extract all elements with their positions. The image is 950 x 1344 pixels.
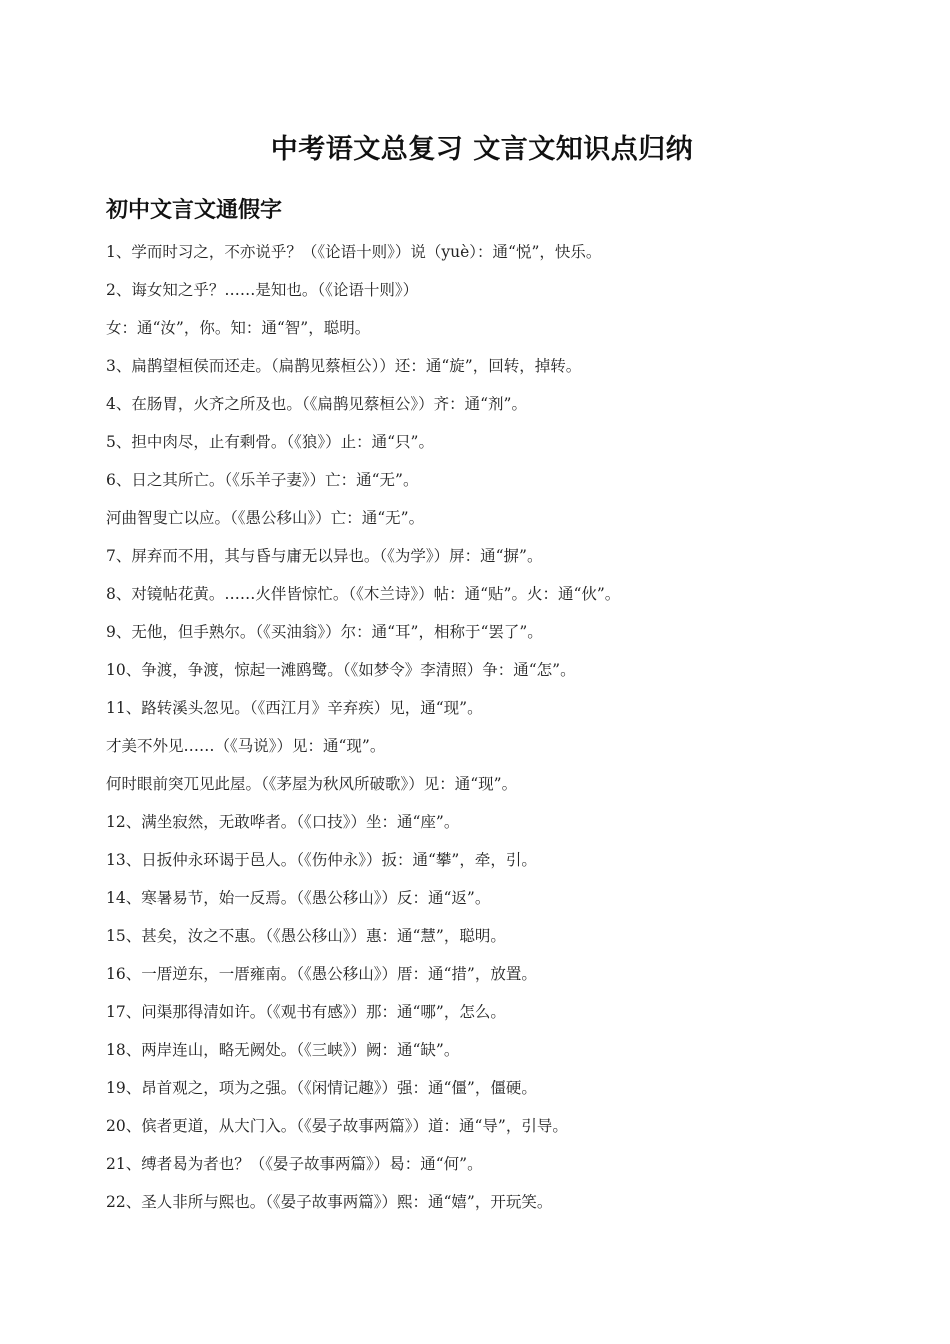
content-lines: [106, 233, 906, 1221]
content-line: 才美不外见……（《马说》）见：通“现”。: [106, 737, 386, 755]
content-line: 8、对镜帖花黄。……火伴皆惊忙。（《木兰诗》）帖：通“贴”。火：通“伙”。: [106, 585, 621, 603]
content-line: 何时眼前突兀见此屋。（《茅屋为秋风所破歌》）见：通“现”。: [106, 775, 518, 793]
content-line: 12、满坐寂然，无敢哗者。（《口技》）坐：通“座”。: [106, 813, 460, 831]
content-line: 5、担中肉尽，止有剩骨。（《狼》）止：通“只”。: [106, 433, 434, 451]
content-line: 21、缚者曷为者也？（《晏子故事两篇》）曷：通“何”。: [106, 1155, 483, 1173]
content-line: 17、问渠那得清如许。（《观书有感》）那：通“哪”，怎么。: [106, 1003, 506, 1021]
document-title: 中考语文总复习 文言文知识点归纳: [270, 134, 694, 165]
content-line: 10、争渡，争渡，惊起一滩鸥鹭。（《如梦令》李清照）争：通“怎”。: [106, 661, 576, 679]
content-line: 7、屏弃而不用，其与昏与庸无以异也。（《为学》）屏：通“摒”。: [106, 547, 543, 565]
content-line: 6、日之其所亡。（《乐羊子妻》）亡：通“无”。: [106, 471, 419, 489]
content-line: 11、路转溪头忽见。（《西江月》辛弃疾）见，通“现”。: [106, 699, 483, 717]
content-line: 16、一厝逆东，一厝雍南。（《愚公移山》）厝：通“措”，放置。: [106, 965, 537, 983]
content-line: 河曲智叟亡以应。（《愚公移山》）亡：通“无”。: [106, 509, 425, 527]
content-line: 19、昂首观之，项为之强。（《闲情记趣》）强：通“僵”，僵硬。: [106, 1079, 537, 1097]
content-line: 13、日扳仲永环谒于邑人。（《伤仲永》）扳：通“攀”，牵，引。: [106, 851, 537, 869]
content-line: 女：通“汝”，你。知：通“智”，聪明。: [106, 319, 371, 337]
section-heading: 初中文言文通假字: [106, 197, 283, 223]
content-line: 3、扁鹊望桓侯而还走。（扁鹊见蔡桓公））还：通“旋”，回转，掉转。: [106, 357, 582, 375]
content-line: 4、在肠胃，火齐之所及也。（《扁鹊见蔡桓公》）齐：通“剂”。: [106, 395, 527, 413]
content-line: 22、圣人非所与熙也。（《晏子故事两篇》）熙：通“嬉”，开玩笑。: [106, 1193, 553, 1211]
content-line: 9、无他，但手熟尔。（《买油翁》）尔：通“耳”，相称于“罢了”。: [106, 623, 543, 641]
content-line: 15、甚矣，汝之不惠。（《愚公移山》）惠：通“慧”，聪明。: [106, 927, 506, 945]
content-line: 2、诲女知之乎？……是知也。（《论语十则》）: [106, 281, 419, 299]
content-line: 18、两岸连山，略无阙处。（《三峡》）阙：通“缺”。: [106, 1041, 460, 1059]
content-line: 1、学而时习之，不亦说乎？（《论语十则》）说（yuè）：通“悦”，快乐。: [106, 243, 602, 261]
content-line: 14、寒暑易节，始一反焉。（《愚公移山》）反：通“返”。: [106, 889, 491, 907]
content-line: 20、傧者更道，从大门入。（《晏子故事两篇》）道：通“导”，引导。: [106, 1117, 568, 1135]
